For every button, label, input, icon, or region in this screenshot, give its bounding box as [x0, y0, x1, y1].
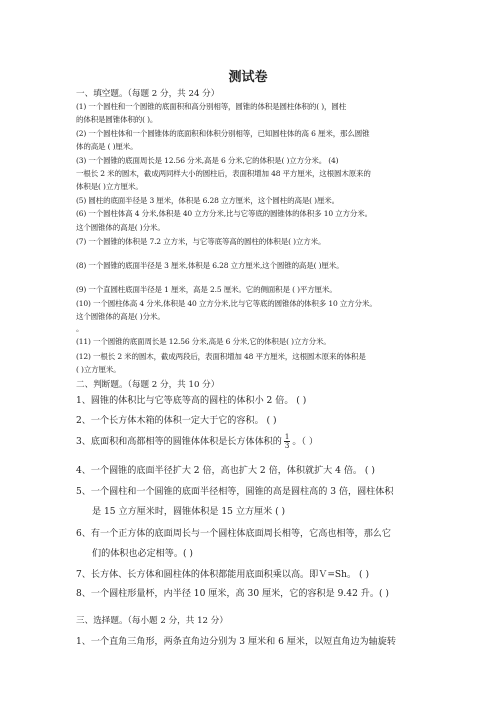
- section-1-header: 一、填空题。（每题 2 分，共 24 分）: [76, 89, 220, 99]
- fill-line-15: 这个圆锥体的高是( )分米。: [76, 312, 165, 321]
- page-title: 测试卷: [228, 70, 268, 85]
- fill-line-10: 这个圆锥体的高是( )分米。: [76, 223, 165, 232]
- fill-line-18: (12) 一根长 2 米的圆木，截成两段后，表面积增加 48 平方厘米，这根圆木原来的体积是: [76, 352, 366, 361]
- fill-line-2: 的体积是圆锥体积的( )。: [76, 115, 158, 124]
- choice-item-1: 1、一个直角三角形，两条直角边分别为 3 厘米和 6 厘米，以短直角边为轴旋转: [76, 637, 396, 647]
- judge-item-2: 2、一个长方体木箱的体积一定大于它的容积。 ( ): [76, 416, 277, 426]
- fill-line-16: 。: [76, 324, 84, 333]
- fill-line-3: (2) 一个圆柱体和一个圆锥体的底面积和体积分别相等，已知圆柱体的高 6 厘米，那么圆锥: [76, 129, 370, 138]
- fill-line-14: (10) 一个圆柱体高 4 分米,体积是 40 立方分米,比与它等底的圆锥体的体积多 10 立方分米。: [76, 299, 377, 308]
- section-3-header: 三、选择题。（每小题 2 分，共 12 分）: [76, 616, 228, 626]
- judge-item-5-line-2: 是 15 立方厘米时，圆锥体积是 15 立方厘米 ( ): [92, 507, 286, 517]
- fill-line-19: ( )立方厘米。: [76, 365, 121, 374]
- fill-line-13: (9) 一个直圆柱底面半径是 1 厘米，高是 2.5 厘米。它的侧面积是 ( )平方厘米。: [76, 285, 337, 294]
- judge-item-6-line-2: 们的体积也必定相等。( ): [92, 549, 193, 559]
- judge-item-1: 1、圆锥的体积比与它等底等高的圆柱的体积小 2 倍。 ( ): [76, 396, 307, 406]
- fill-line-12: (8) 一个圆锥的底面半径是 3 厘米,体积是 6.28 立方厘米,这个圆锥的高是( )厘米。: [76, 261, 344, 270]
- fill-line-8: (5) 圆柱的底面半径是 3 厘米，体积是 6.28 立方厘米，这个圆柱的高是( )厘米。: [76, 196, 339, 205]
- judge-item-4: 4、一个圆锥的底面半径扩大 2 倍，高也扩大 2 倍，体积就扩大 4 倍。 ( ): [76, 466, 375, 476]
- section-2-header: 二、判断题。（每题 2 分，共 10 分）: [76, 380, 220, 390]
- judge-item-3: [76, 433, 318, 450]
- fill-line-7: 体积是( )立方厘米。: [76, 182, 143, 191]
- fraction-one-third: [284, 433, 290, 450]
- judge-item-8: 8、一个圆柱形量杯，内半径 10 厘米，高 30 厘米，它的容积是 9.42 升。( ): [76, 589, 389, 599]
- judge-item-3-text: 3、底面积和高都相等的圆锥体体积是长方体体积的: [76, 437, 282, 447]
- judge-item-7: 7、长方体、长方体和圆柱体的体积都能用底面积乘以高。即Ｖ=Sh。 ( ): [76, 570, 369, 580]
- fraction-denominator: 3: [284, 442, 290, 450]
- judge-item-3-blank: 。（ ）: [292, 437, 318, 447]
- fill-line-6: 一根长 2 米的圆木，截成两同样大小的圆柱后，表面积增加 48 平方厘米，这根圆木原来的: [76, 169, 371, 178]
- fill-line-11: (7) 一个圆锥的体积是 7.2 立方米，与它等底等高的圆柱的体积是( )立方米。: [76, 237, 326, 246]
- judge-item-5-line-1: 5、一个圆柱和一个圆锥的底面半径相等，圆锥的高是圆柱高的 3 倍，圆柱体积: [76, 487, 394, 497]
- fill-line-17: (11) 一个圆锥的底面周长是 12.56 分米,高是 6 分米,它的体积是( )立方分米。: [76, 337, 331, 346]
- fill-line-5: (3) 一个圆锥的底面周长是 12.56 分米,高是 6 分米,它的体积是( )立方分米。 (4): [76, 156, 339, 165]
- judge-item-6-line-1: 6、有一个正方体的底面周长与一个圆柱体底面周长相等，它高也相等，那么它: [76, 529, 391, 539]
- fraction-numerator: 1: [284, 433, 290, 441]
- fill-line-4: 体的高是 ( )厘米。: [76, 142, 138, 151]
- fill-line-9: (6) 一个圆柱体高 4 分米,体积是 40 立方分米,比与它等底的圆锥体的体积多 10 立方分米。: [76, 209, 372, 218]
- fill-line-1: (1) 一个圆柱和一个圆锥的底面积和高分别相等，圆锥的体积是圆柱体积的( )，圆柱: [76, 102, 347, 111]
